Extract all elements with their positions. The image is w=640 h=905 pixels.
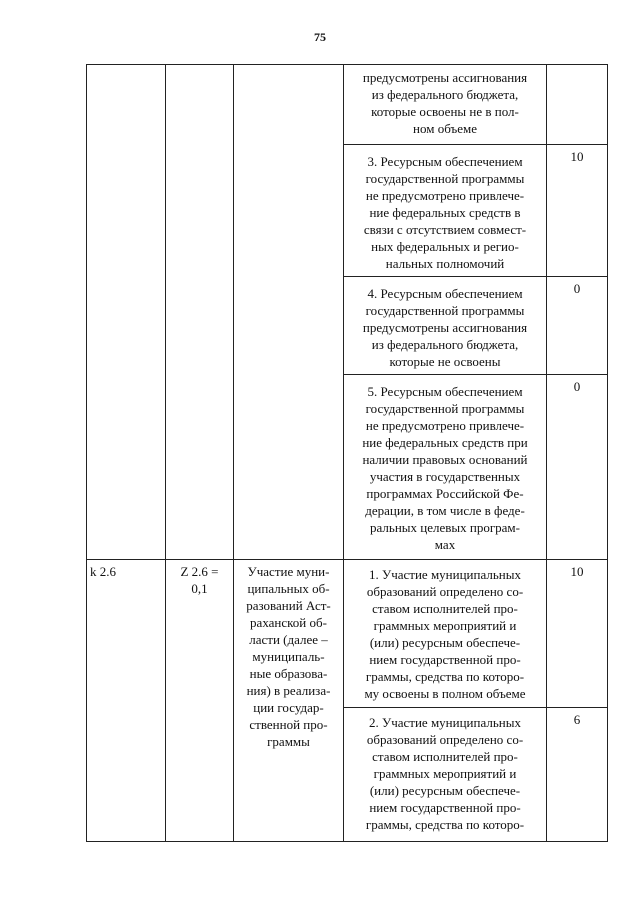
code-cell [87,65,166,560]
criteria-table [86,64,608,842]
score-cell: 0 [547,277,608,375]
code-cell: k 2.6 [87,560,166,842]
score-cell: 10 [547,145,608,277]
score-cell [547,65,608,145]
criterion-cell: 2. Участие муниципальных образований определено со- ставом исполнителей про- граммных мероприятий и (или) ресурсным обеспече- нием государственной про- граммы, средства по которо- [344,708,547,842]
weight-cell [166,65,234,560]
criterion-cell: 4. Ресурсным обеспечением государственной программы предусмотрены ассигнования из федерального бюджета, которые не освоены [344,277,547,375]
criterion-cell: 1. Участие муниципальных образований определено со- ставом исполнителей про- граммных мероприятий и (или) ресурсным обеспече- нием государственной про- граммы, средства по которо- му освоены в полном объеме [344,560,547,708]
criterion-cell: 3. Ресурсным обеспечением государственной программы не предусмотрено привлече- ние федеральных средств в связи с отсутствием совмест- ных федеральных и регио- нальных полномочий [344,145,547,277]
criterion-cell: 5. Ресурсным обеспечением государственной программы не предусмотрено привлече- ние федеральных средств при наличии правовых оснований участия в государственных программах Российской Фе- дерации, в том числе в феде- ральных целевых програм- мах [344,375,547,560]
description-cell: Участие муни- ципальных об- разований Аст- раханской об- ласти (далее – муниципаль- ные образова- ния) в реализа- ции государ- ственной про- граммы [234,560,344,842]
criterion-cell: предусмотрены ассигнования из федерального бюджета, которые освоены не в пол- ном объеме [344,65,547,145]
page-number: 75 [314,30,326,44]
score-cell: 6 [547,708,608,842]
table-row [87,65,608,145]
description-cell [234,65,344,560]
table-row [87,560,608,708]
weight-cell: Z 2.6 = 0,1 [166,560,234,842]
score-cell: 10 [547,560,608,708]
score-cell: 0 [547,375,608,560]
